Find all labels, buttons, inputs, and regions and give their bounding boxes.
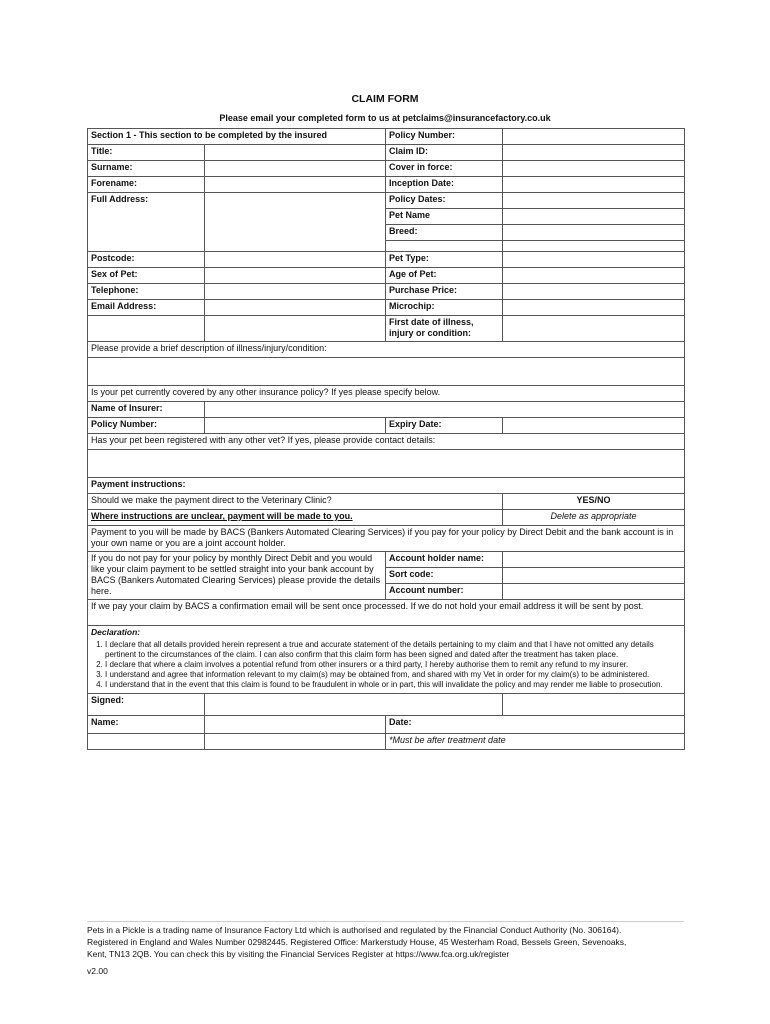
version-label: v2.00: [87, 966, 108, 976]
purchase-price-label: Purchase Price:: [386, 284, 503, 300]
account-number-field[interactable]: [503, 584, 685, 600]
declaration-heading: Declaration:: [91, 627, 141, 637]
payment-heading: Payment instructions:: [88, 478, 685, 494]
sex-of-pet-field[interactable]: [205, 268, 386, 284]
signature-field[interactable]: [205, 694, 503, 716]
microchip-label: Microchip:: [386, 300, 503, 316]
account-number-label: Account number:: [386, 584, 503, 600]
pet-name-field[interactable]: [503, 209, 685, 225]
footer-line-3: Kent, TN13 2QB. You can check this by visiting the Financial Services Register at https://www.fca.org.uk/register: [87, 949, 510, 959]
claim-id-label: Claim ID:: [386, 145, 503, 161]
first-date-illness-label: First date of illness, injury or condition:: [386, 316, 503, 342]
declaration-block: [88, 626, 685, 694]
email-address-label: Email Address:: [88, 300, 205, 316]
full-address-label: Full Address:: [88, 193, 205, 252]
policy-number-label: Policy Number:: [386, 129, 503, 145]
date-label[interactable]: Date:: [386, 716, 685, 734]
illness-prompt: Please provide a brief description of illness/injury/condition:: [88, 342, 685, 358]
telephone-field[interactable]: [205, 284, 386, 300]
other-policy-number-label: Policy Number:: [88, 418, 205, 434]
email-address-field[interactable]: [205, 300, 386, 316]
payment-unclear-note: Where instructions are unclear, payment will be made to you.: [88, 510, 503, 526]
footer-line-2: Registered in England and Wales Number 02982445. Registered Office: Markerstudy House, 45 Westerham Road, Bessels Green, Sevenoaks,: [87, 937, 627, 947]
bacs-email-note: If we pay your claim by BACS a confirmation email will be sent once processed. If we do not hold your email address it will be sent by post.: [88, 600, 685, 626]
footer-line-1: Pets in a Pickle is a trading name of Insurance Factory Ltd which is authorised and regulated by the Financial Conduct Authority (No. 306164).: [87, 925, 622, 935]
email-extra-cell: [88, 316, 205, 342]
expiry-date-field[interactable]: [503, 418, 685, 434]
inception-date-field[interactable]: [503, 177, 685, 193]
bacs-note: Payment to you will be made by BACS (Bankers Automated Clearing Services) if you pay for your policy by Direct Debit and the bank account is in your own name or you are a joint account holder.: [88, 526, 685, 552]
age-of-pet-label: Age of Pet:: [386, 268, 503, 284]
postcode-label: Postcode:: [88, 252, 205, 268]
full-address-field[interactable]: [205, 193, 386, 252]
account-holder-label: Account holder name:: [386, 552, 503, 568]
other-vet-field[interactable]: [88, 450, 685, 478]
email-extra-field[interactable]: [205, 316, 386, 342]
purchase-price-field[interactable]: [503, 284, 685, 300]
inception-date-label: Inception Date:: [386, 177, 503, 193]
form-title: CLAIM FORM: [351, 93, 419, 105]
breed-field[interactable]: [503, 225, 685, 241]
surname-field[interactable]: [205, 161, 386, 177]
age-of-pet-field[interactable]: [503, 268, 685, 284]
declaration-item: 2. I declare that where a claim involves a potential refund from other insurers or a third party, I hereby authorise them to remit any refund to my insurer.: [105, 660, 681, 670]
microchip-field[interactable]: [503, 300, 685, 316]
expiry-date-label: Expiry Date:: [386, 418, 503, 434]
declaration-item: 1. I declare that all details provided herein represent a true and accurate statement of the details pertaining to my claim and that I have not omitted any details pertinent to the circumstances of the claim. I can also confirm that this claim form has been signed and dated after the treatment has taken place.: [105, 640, 681, 660]
policy-dates-field[interactable]: [503, 193, 685, 209]
telephone-label: Telephone:: [88, 284, 205, 300]
pet-type-field[interactable]: [503, 252, 685, 268]
claim-form-table: [87, 128, 685, 750]
declaration-list: [91, 640, 681, 690]
forename-label: Forename:: [88, 177, 205, 193]
forename-field[interactable]: [205, 177, 386, 193]
first-date-illness-field[interactable]: [503, 316, 685, 342]
title-label: Title:: [88, 145, 205, 161]
delete-note: Delete as appropriate: [503, 510, 685, 526]
section1-header: Section 1 - This section to be completed by the insured: [88, 129, 386, 145]
policy-number-field[interactable]: [503, 129, 685, 145]
footer-divider: [87, 921, 684, 922]
date-note-spacer: [205, 734, 386, 750]
date-note-spacer: [88, 734, 205, 750]
surname-label: Surname:: [88, 161, 205, 177]
date-note: *Must be after treatment date: [386, 734, 685, 750]
other-insurance-prompt: Is your pet currently covered by any other insurance policy? If yes please specify below.: [88, 386, 685, 402]
name-field[interactable]: [205, 716, 386, 734]
policy-dates-label: Policy Dates:: [386, 193, 503, 209]
claim-id-field[interactable]: [503, 145, 685, 161]
form-subtitle: Please email your completed form to us at petclaims@insurancefactory.co.uk: [219, 113, 551, 123]
account-holder-field[interactable]: [503, 552, 685, 568]
name-of-insurer-field[interactable]: [205, 402, 685, 418]
breed-spacer: [503, 241, 685, 252]
sort-code-field[interactable]: [503, 568, 685, 584]
title-field[interactable]: [205, 145, 386, 161]
sex-of-pet-label: Sex of Pet:: [88, 268, 205, 284]
monthly-dd-note: If you do not pay for your policy by monthly Direct Debit and you would like your claim payment to be settled straight into your bank account by BACS (Bankers Automated Clearing Services) please provide the details here.: [88, 552, 386, 600]
sort-code-label: Sort code:: [386, 568, 503, 584]
cover-in-force-field[interactable]: [503, 161, 685, 177]
payment-direct-question: Should we make the payment direct to the Veterinary Clinic?: [88, 494, 503, 510]
postcode-field[interactable]: [205, 252, 386, 268]
signed-label: Signed:: [88, 694, 205, 716]
pet-type-label: Pet Type:: [386, 252, 503, 268]
yes-no-option[interactable]: YES/NO: [503, 494, 685, 510]
other-policy-number-field[interactable]: [205, 418, 386, 434]
signature-extra-field[interactable]: [503, 694, 685, 716]
cover-in-force-label: Cover in force:: [386, 161, 503, 177]
declaration-item: 4. I understand that in the event that this claim is found to be fraudulent in whole or in part, this will invalidate the policy and may render me liable to prosecution.: [105, 680, 681, 690]
pet-name-label: Pet Name: [386, 209, 503, 225]
name-of-insurer-label: Name of Insurer:: [88, 402, 205, 418]
footer: [87, 924, 687, 960]
address-spacer: [386, 241, 503, 252]
illness-description-field[interactable]: [88, 358, 685, 386]
other-vet-prompt: Has your pet been registered with any other vet? If yes, please provide contact details:: [88, 434, 685, 450]
breed-label: Breed:: [386, 225, 503, 241]
declaration-item: 3. I understand and agree that information relevant to my claim(s) may be obtained from, and shared with my Vet in order for my claim(s) to be administered.: [105, 670, 681, 680]
name-label: Name:: [88, 716, 205, 734]
